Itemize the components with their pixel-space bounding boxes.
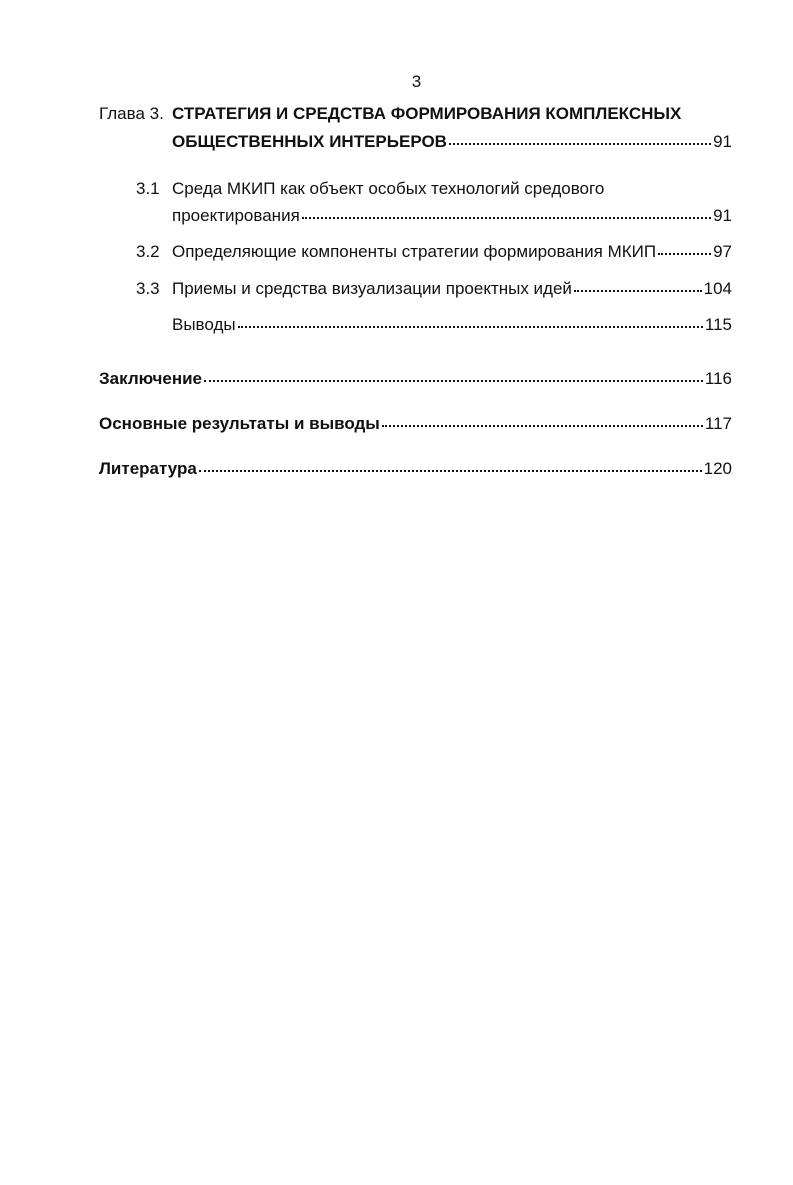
back-matter-page: 117 bbox=[704, 414, 732, 433]
section-row bbox=[172, 205, 732, 227]
back-matter-row bbox=[99, 458, 732, 480]
section-page: 91 bbox=[713, 206, 732, 225]
leader-dots bbox=[238, 316, 703, 330]
leader-dots bbox=[204, 370, 703, 384]
back-matter-row bbox=[99, 368, 732, 390]
section-row bbox=[172, 241, 732, 263]
back-matter-row bbox=[99, 413, 732, 435]
section-title-line2: проектирования bbox=[172, 206, 300, 225]
section-title: Определяющие компоненты стратегии формирования МКИП bbox=[172, 242, 657, 261]
back-matter-page: 116 bbox=[704, 369, 732, 388]
chapter-title-line2: ОБЩЕСТВЕННЫХ ИНТЕРЬЕРОВ bbox=[172, 132, 447, 151]
leader-dots bbox=[574, 280, 702, 294]
chapter-page: 91 bbox=[713, 132, 732, 151]
leader-dots bbox=[658, 243, 711, 257]
section-title-line1: Среда МКИП как объект особых технологий средового bbox=[172, 179, 605, 198]
back-matter-title: Основные результаты и выводы bbox=[99, 414, 380, 433]
section-page: 97 bbox=[713, 242, 732, 261]
section-row bbox=[172, 278, 732, 300]
leader-dots bbox=[449, 133, 711, 147]
section-page: 104 bbox=[703, 279, 732, 298]
section-page: 115 bbox=[704, 315, 732, 334]
section-number: 3.2 bbox=[136, 242, 160, 261]
back-matter-title: Литература bbox=[99, 459, 197, 478]
section-row bbox=[172, 314, 732, 336]
back-matter-title: Заключение bbox=[99, 369, 202, 388]
leader-dots bbox=[199, 460, 702, 474]
leader-dots bbox=[302, 207, 711, 221]
section-number: 3.3 bbox=[136, 279, 160, 298]
chapter-title-line1: СТРАТЕГИЯ И СРЕДСТВА ФОРМИРОВАНИЯ КОМПЛЕКСНЫХ bbox=[172, 104, 682, 123]
chapter-title-line2-row bbox=[172, 131, 732, 153]
section-number: 3.1 bbox=[136, 179, 160, 198]
leader-dots bbox=[382, 415, 703, 429]
section-title: Приемы и средства визуализации проектных идей bbox=[172, 279, 572, 298]
back-matter-page: 120 bbox=[703, 459, 732, 478]
page-number: 3 bbox=[411, 72, 422, 91]
section-title: Выводы bbox=[172, 315, 236, 334]
chapter-prefix: Глава 3. bbox=[99, 104, 164, 123]
